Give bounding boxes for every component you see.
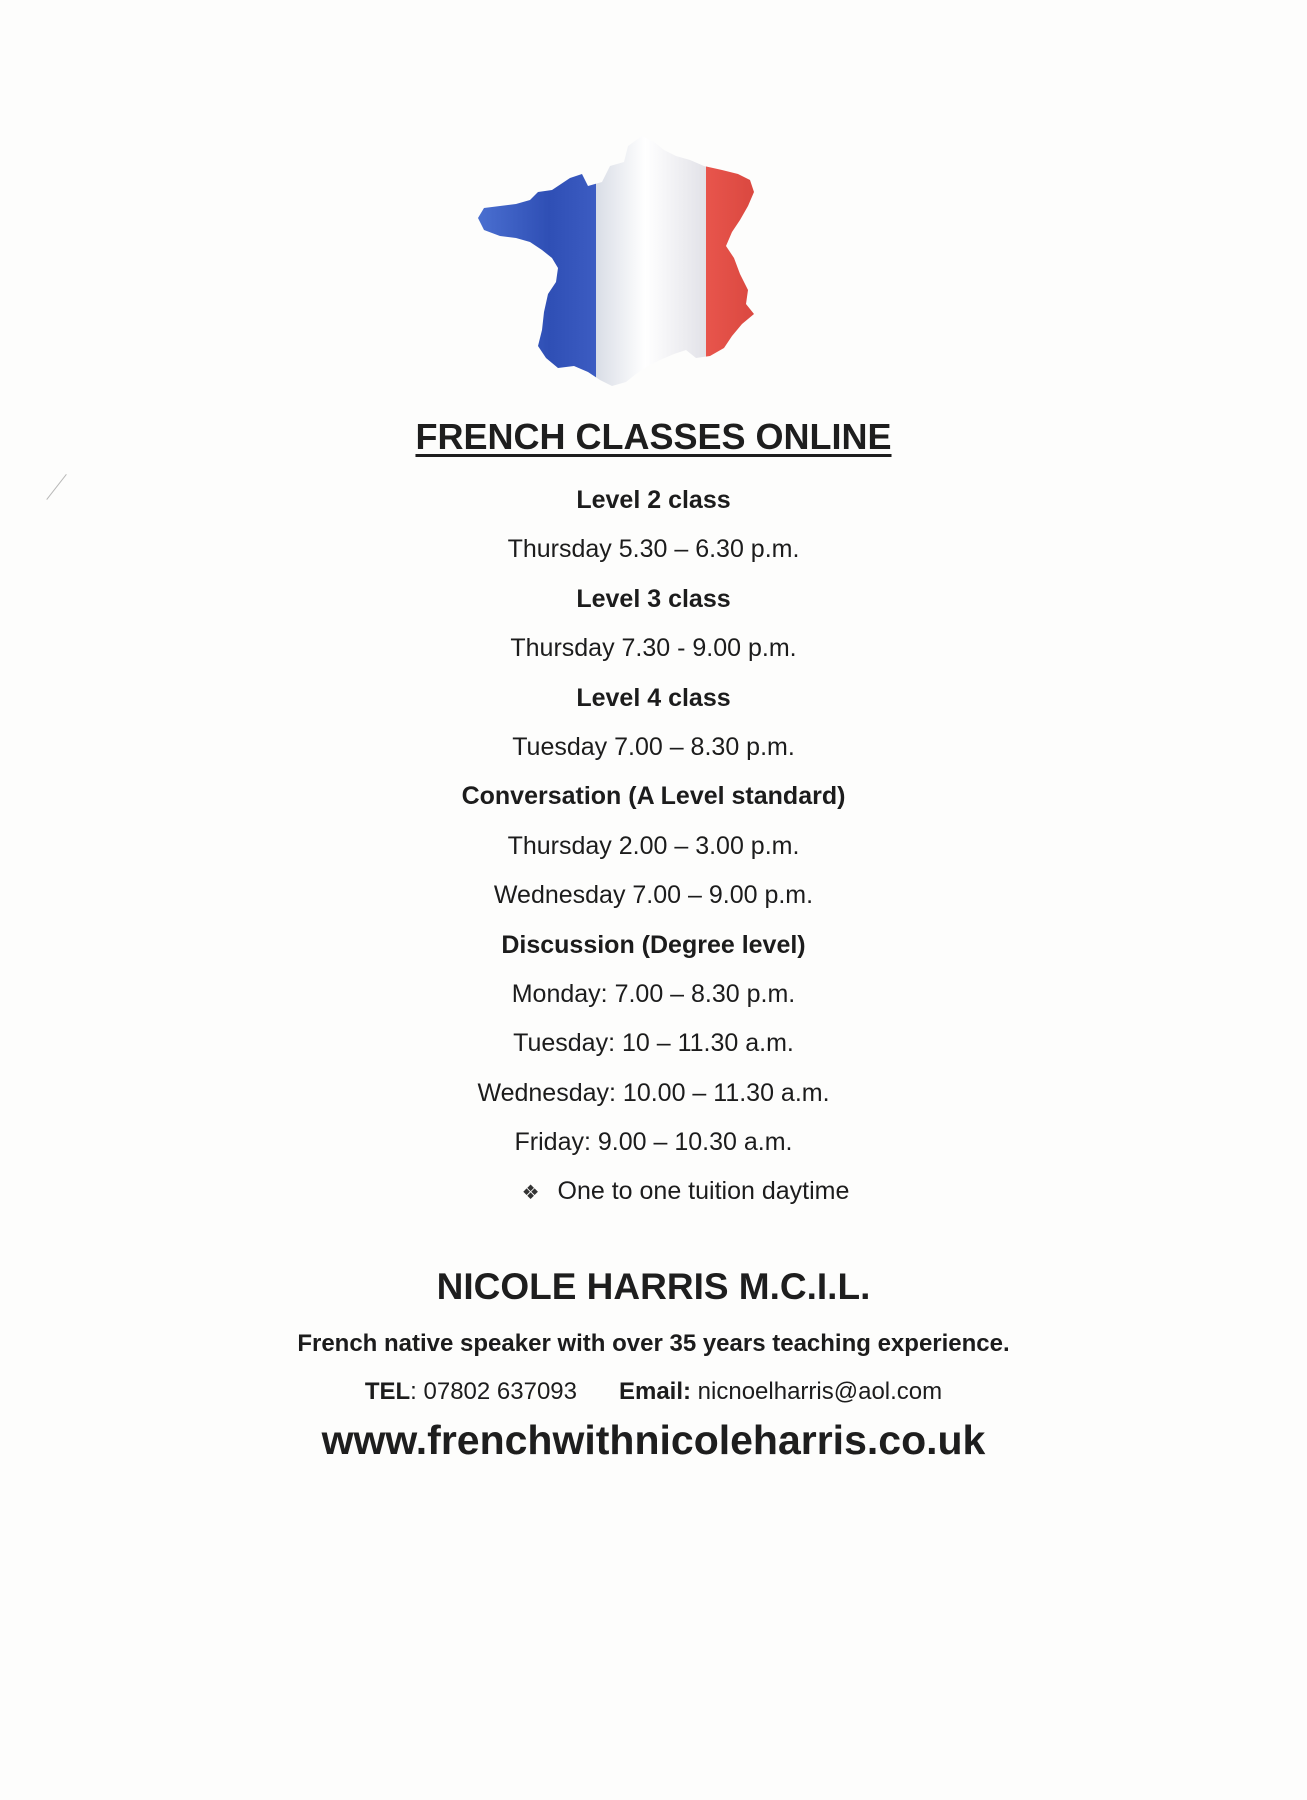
tutor-name: NICOLE HARRIS M.C.I.L. [436,1265,871,1307]
tel-value: : 07802 637093 [410,1377,577,1405]
class-time: Tuesday: 10 – 11.30 a.m. [513,1029,794,1058]
tuition-note-text: One to one tuition daytime [557,1177,850,1206]
email-value: nicnoelharris@aol.com [691,1377,943,1405]
flyer-content [0,410,1307,1466]
class-time: Thursday 2.00 – 3.00 p.m. [507,831,800,860]
flyer-title: FRENCH CLASSES ONLINE [415,416,892,457]
email-label: Email: [618,1377,692,1405]
contact-line [0,1374,1307,1410]
class-time: Thursday 7.30 - 9.00 p.m. [510,634,797,663]
diamond-bullet-icon: ❖ [521,1182,540,1205]
class-heading: Level 2 class [576,486,731,514]
class-heading: Level 4 class [576,683,731,712]
class-time: Monday: 7.00 – 8.30 p.m. [511,979,796,1008]
class-heading: Discussion (Degree level) [501,930,806,959]
class-heading: Level 3 class [576,584,731,613]
france-flag-map-icon [478,134,818,402]
class-time: Thursday 5.30 – 6.30 p.m. [507,535,800,564]
class-time: Wednesday 7.00 – 9.00 p.m. [493,881,814,910]
tutor-bio: French native speaker with over 35 years teaching experience. [297,1329,1010,1357]
class-time: Friday: 9.00 – 10.30 a.m. [514,1128,793,1157]
tel-label: TEL [364,1377,411,1405]
class-time: Tuesday 7.00 – 8.30 p.m. [512,732,795,761]
class-schedule [0,476,1307,1167]
tuition-note [0,1167,1307,1216]
class-time: Wednesday: 10.00 – 11.30 a.m. [477,1078,830,1107]
class-heading: Conversation (A Level standard) [461,782,846,811]
website-url: www.frenchwithnicoleharris.co.uk [321,1416,986,1463]
